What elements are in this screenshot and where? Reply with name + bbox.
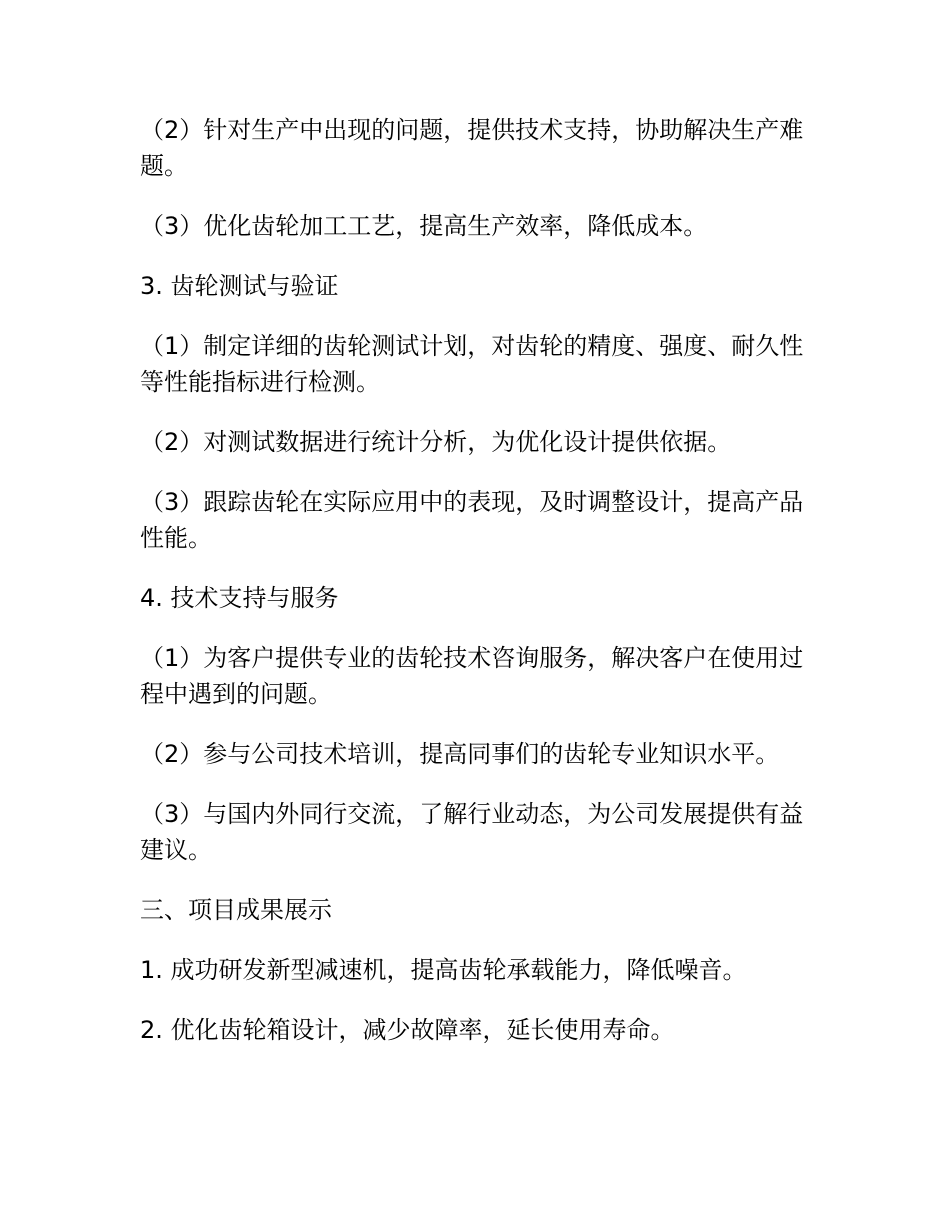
paragraph-training: （2）参与公司技术培训，提高同事们的齿轮专业知识水平。: [140, 740, 780, 768]
section-heading-testing: 3. 齿轮测试与验证: [140, 272, 339, 300]
paragraph-process-optimization: （3）优化齿轮加工工艺，提高生产效率，降低成本。: [140, 212, 708, 240]
paragraph-test-analysis: （2）对测试数据进行统计分析，为优化设计提供依据。: [140, 428, 732, 456]
paragraph-industry-exchange: （3）与国内外同行交流，了解行业动态，为公司发展提供有益建议。: [140, 800, 804, 864]
paragraph-field-tracking: （3）跟踪齿轮在实际应用中的表现，及时调整设计，提高产品性能。: [140, 488, 804, 552]
section-heading-results: 三、项目成果展示: [140, 896, 332, 924]
paragraph-result-reducer: 1. 成功研发新型减速机，提高齿轮承载能力，降低噪音。: [140, 956, 747, 984]
paragraph-production-support: （2）针对生产中出现的问题，提供技术支持，协助解决生产难题。: [140, 116, 804, 180]
paragraph-result-gearbox: 2. 优化齿轮箱设计，减少故障率，延长使用寿命。: [140, 1016, 675, 1044]
section-heading-tech-support: 4. 技术支持与服务: [140, 584, 339, 612]
paragraph-test-plan: （1）制定详细的齿轮测试计划，对齿轮的精度、强度、耐久性等性能指标进行检测。: [140, 332, 804, 396]
document-body: [140, 112, 810, 1072]
paragraph-customer-consulting: （1）为客户提供专业的齿轮技术咨询服务，解决客户在使用过程中遇到的问题。: [140, 644, 804, 708]
